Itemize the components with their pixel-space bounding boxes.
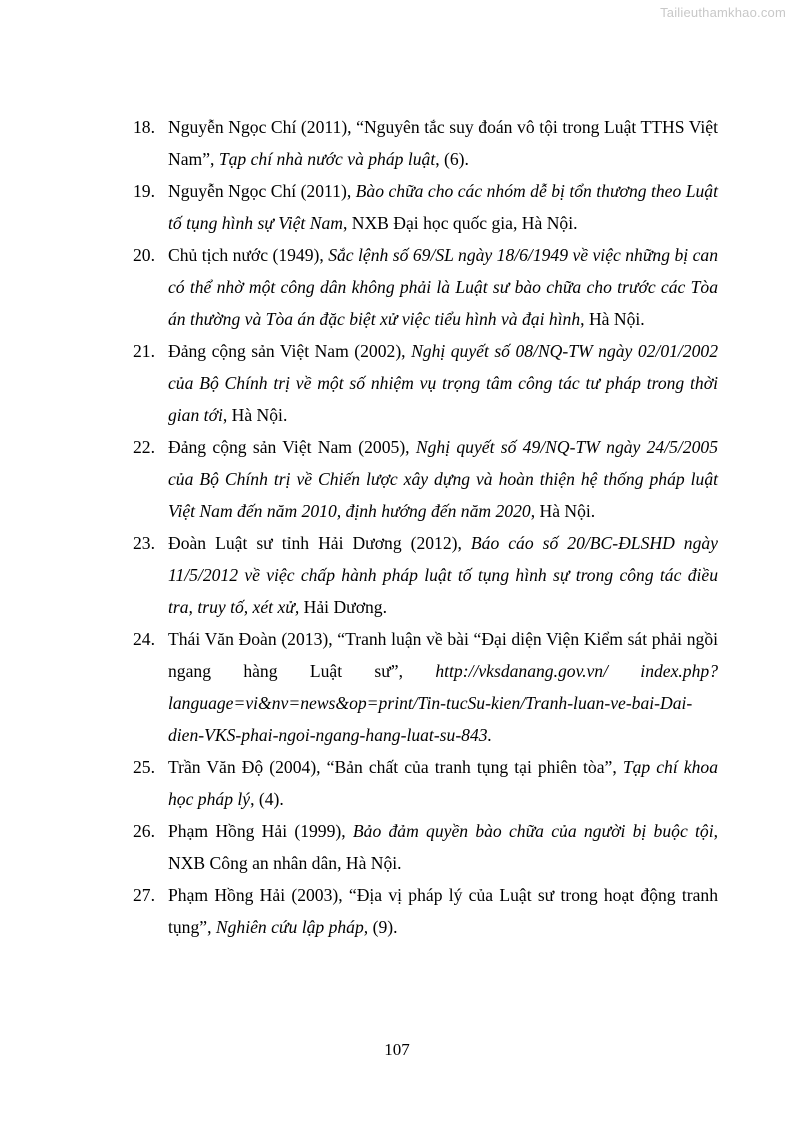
reference-text: Đảng cộng sản Việt Nam (2005), [168,437,416,457]
reference-title: Nghiên cứu lập pháp, [215,917,369,937]
reference-text: , NXB Đại học quốc gia, Hà Nội. [342,213,578,233]
reference-text: , (4). [250,789,284,809]
reference-text: Nguyễn Ngọc Chí (2011), [168,181,356,201]
reference-title: Tạp chí nhà nước và pháp luật [218,149,436,169]
reference-text: Phạm Hồng Hải (1999), [168,821,353,841]
reference-title: Bào chữa cho các nhóm dễ bị tổn thương theo Luật tố tụng hình sự Việt Nam [168,181,718,233]
reference-number: 19. [133,181,155,201]
watermark: Tailieuthamkhao.com [660,5,786,20]
reference-text: , Hà Nội. [580,309,645,329]
reference-number: 23. [133,533,155,553]
reference-item [133,175,718,239]
reference-number: 21. [133,341,155,361]
reference-item [133,527,718,623]
reference-text: , (6). [435,149,469,169]
reference-text: Đoàn Luật sư tỉnh Hải Dương (2012), [168,533,471,553]
reference-item [133,431,718,527]
reference-number: 27. [133,885,155,905]
reference-number: 26. [133,821,155,841]
reference-url: http://vksdanang.gov.vn/ index.php? language=vi&nv=news&op=print/Tin-tucSu-kien/Tranh-luan-ve-bai-Dai-dien-VKS-phai-ngoi-ngang-hang-luat-su-843 [168,661,718,745]
reference-text: Chủ tịch nước (1949), [168,245,329,265]
reference-text: Đảng cộng sản Việt Nam (2002), [168,341,412,361]
reference-text: Phạm Hồng Hải (2003), “Địa vị pháp lý của Luật sư trong hoạt động tranh tụng”, [168,885,718,937]
reference-text: , NXB Công an nhân dân, Hà Nội. [168,821,718,873]
reference-item [133,815,718,879]
reference-title: Sắc lệnh số 69/SL ngày 18/6/1949 về việc những bị can có thể nhờ một công dân không phải là Luật sư bào chữa cho trước các Tòa án thường và Tòa án đặc biệt xử việc tiểu hình và đại hình [168,245,718,329]
page-number: 107 [384,1040,410,1059]
reference-item [133,111,718,175]
reference-number: 25. [133,757,155,777]
reference-text: Thái Văn Đoàn (2013), “Tranh luận về bài “Đại diện Viện Kiểm sát phải ngồi ngang hàng Luật sư”, [168,629,718,681]
reference-number: 22. [133,437,155,457]
reference-number: 20. [133,245,155,265]
reference-title: Tạp chí khoa học pháp lý [168,757,719,809]
reference-item [133,623,718,751]
reference-item [133,239,718,335]
reference-text: , Hà Nội. [222,405,288,425]
reference-text: Hải Dương. [299,597,388,617]
reference-item [133,751,718,815]
reference-text: (9). [368,917,398,937]
reference-number: 18. [133,117,155,137]
reference-text: Nguyễn Ngọc Chí (2011), “Nguyên tắc suy đoán vô tội trong Luật TTHS Việt Nam”, [168,117,718,169]
reference-title: Nghị quyết số 08/NQ-TW ngày 02/01/2002 của Bộ Chính trị về một số nhiệm vụ trọng tâm công tác tư pháp trong thời gian tới [168,341,718,425]
reference-item [133,335,718,431]
reference-item [133,879,718,943]
reference-text: Trần Văn Độ (2004), “Bản chất của tranh tụng tại phiên tòa”, [168,757,623,777]
reference-title: Nghị quyết số 49/NQ-TW ngày 24/5/2005 của Bộ Chính trị về Chiến lược xây dựng và hoàn thiện hệ thống pháp luật Việt Nam đến năm 2010, định hướng đến năm 2020 [168,437,718,521]
reference-title: Bảo đảm quyền bào chữa của người bị buộc tội [352,821,714,841]
reference-title: Báo cáo số 20/BC-ĐLSHD ngày 11/5/2012 về việc chấp hành pháp luật tố tụng hình sự trong công tác điều tra, truy tố, xét xử, [168,533,718,617]
reference-title: . [487,725,492,745]
reference-number: 24. [133,629,155,649]
reference-text: , Hà Nội. [530,501,596,521]
reference-list [133,111,718,943]
